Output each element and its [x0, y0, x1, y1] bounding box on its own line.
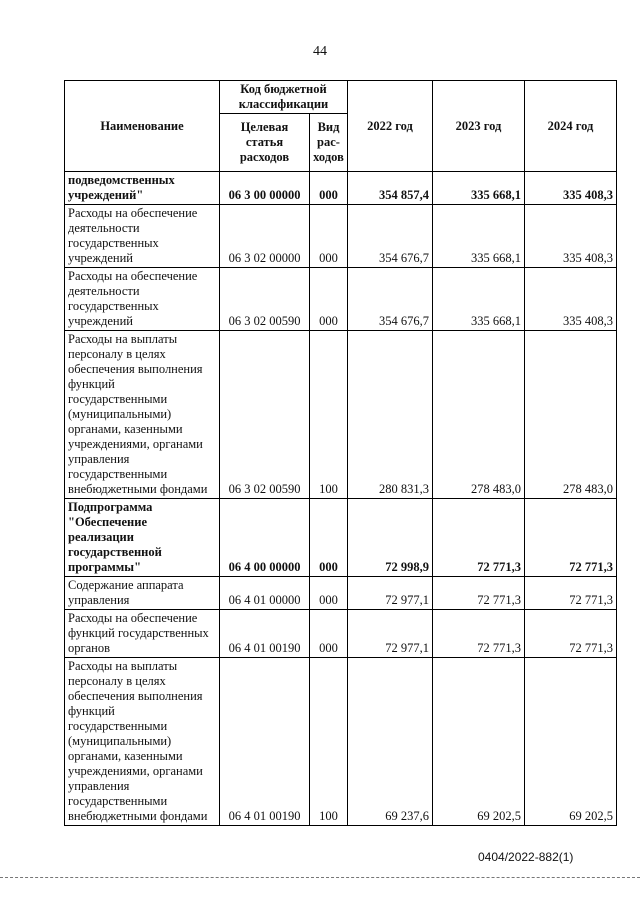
row-name: подведомственных учреждений": [65, 172, 220, 205]
row-2023: 72 771,3: [433, 499, 525, 577]
row-name: Содержание аппарата управления: [65, 577, 220, 610]
row-type: 000: [310, 577, 348, 610]
row-code: 06 4 01 00000: [220, 577, 310, 610]
row-type: 000: [310, 499, 348, 577]
row-name: Расходы на обеспечение деятельности государственных учреждений: [65, 268, 220, 331]
row-2022: 72 977,1: [348, 577, 433, 610]
row-code: 06 3 02 00590: [220, 268, 310, 331]
row-2024: 72 771,3: [525, 577, 617, 610]
row-2024: 278 483,0: [525, 331, 617, 499]
row-code: 06 4 00 00000: [220, 499, 310, 577]
document-id: 0404/2022-882(1): [478, 850, 574, 864]
header-expense-type: Вид рас-ходов: [310, 114, 348, 172]
row-2022: 354 676,7: [348, 268, 433, 331]
row-2023: 278 483,0: [433, 331, 525, 499]
row-2024: 72 771,3: [525, 499, 617, 577]
row-2022: 354 857,4: [348, 172, 433, 205]
row-2023: 335 668,1: [433, 172, 525, 205]
row-type: 000: [310, 172, 348, 205]
row-name: Расходы на обеспечение функций государственных органов: [65, 610, 220, 658]
row-2024: 335 408,3: [525, 205, 617, 268]
row-2024: 335 408,3: [525, 268, 617, 331]
row-code: 06 3 02 00000: [220, 205, 310, 268]
row-code: 06 3 00 00000: [220, 172, 310, 205]
row-type: 100: [310, 331, 348, 499]
row-type: 000: [310, 268, 348, 331]
row-2024: 69 202,5: [525, 658, 617, 826]
table-row: [65, 331, 617, 499]
header-name: Наименование: [65, 81, 220, 172]
row-2022: 69 237,6: [348, 658, 433, 826]
row-2023: 335 668,1: [433, 268, 525, 331]
row-name: Расходы на выплаты персоналу в целях обеспечения выполнения функций государственными (муниципальными) органами, казенными учреждениями, органами управления государственными внебюджетными фондами: [65, 658, 220, 826]
row-code: 06 4 01 00190: [220, 610, 310, 658]
table-row: [65, 658, 617, 826]
table-row: [65, 499, 617, 577]
row-2022: 354 676,7: [348, 205, 433, 268]
row-type: 000: [310, 205, 348, 268]
row-2022: 72 998,9: [348, 499, 433, 577]
row-code: 06 4 01 00190: [220, 658, 310, 826]
bottom-divider: [0, 877, 640, 878]
header-year-2022: 2022 год: [348, 81, 433, 172]
row-name: Расходы на выплаты персоналу в целях обеспечения выполнения функций государственными (муниципальными) органами, казенными учреждениями, органами управления государственными внебюджетными фондами: [65, 331, 220, 499]
table-row: [65, 268, 617, 331]
row-2024: 335 408,3: [525, 172, 617, 205]
row-2023: 69 202,5: [433, 658, 525, 826]
row-type: 000: [310, 610, 348, 658]
row-2023: 72 771,3: [433, 577, 525, 610]
header-year-2024: 2024 год: [525, 81, 617, 172]
row-2023: 335 668,1: [433, 205, 525, 268]
row-type: 100: [310, 658, 348, 826]
header-year-2023: 2023 год: [433, 81, 525, 172]
table-row: [65, 610, 617, 658]
row-code: 06 3 02 00590: [220, 331, 310, 499]
table-row: [65, 577, 617, 610]
row-2023: 72 771,3: [433, 610, 525, 658]
header-target-item: Целевая статья расходов: [220, 114, 310, 172]
table-row: [65, 205, 617, 268]
row-2022: 72 977,1: [348, 610, 433, 658]
row-2022: 280 831,3: [348, 331, 433, 499]
row-name: Расходы на обеспечение деятельности государственных учреждений: [65, 205, 220, 268]
budget-table: [64, 80, 617, 826]
page-number: 44: [313, 44, 327, 59]
table-row: [65, 172, 617, 205]
row-2024: 72 771,3: [525, 610, 617, 658]
header-code-group: Код бюджетной классификации: [220, 81, 348, 114]
row-name: Подпрограмма "Обеспечение реализации государственной программы": [65, 499, 220, 577]
